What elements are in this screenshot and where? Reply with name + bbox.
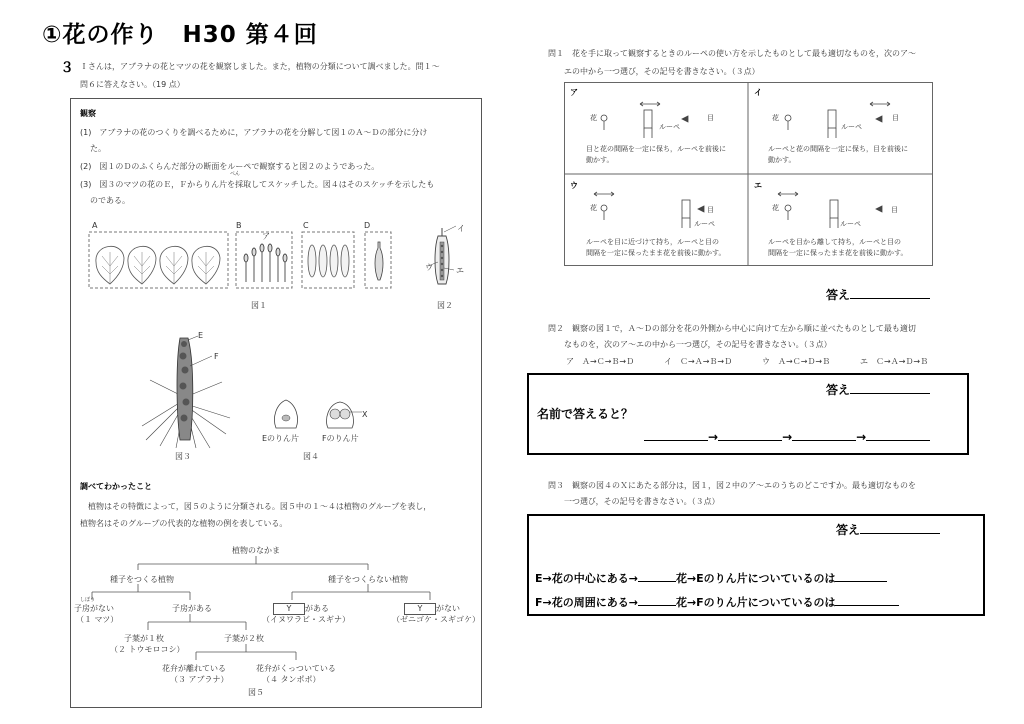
page-title: ①花の作り H30 第４回 [42,22,318,48]
fig5-free-petals: 花弁が離れている [162,664,226,673]
q1-i-eye-label: 目 [892,114,899,122]
fig5-seed-plants: 種子をつくる植物 [110,575,174,584]
figure-1-caption: 図１ [251,301,267,310]
fig5-monocot: 子葉が１枚 [124,634,164,643]
q1-a-loupe-label: ルーペ [659,123,680,131]
figure-3-caption: 図３ [175,452,191,461]
observation-item1-cont: た。 [90,144,106,153]
fig5-y-none-label: がない [436,604,460,613]
q3-f-blank-2[interactable] [835,595,899,606]
fig5-no-seed-plants: 種子をつくらない植物 [328,575,408,584]
figure-2-pistil-section [418,222,474,294]
question-intro-line2: 問６に答えなさい。（19 点） [80,80,185,89]
q3-answer [836,521,940,538]
q1-u-loupe-label: ルーペ [694,220,715,228]
fig5-free-petals-example: （３ アブラナ） [170,675,229,684]
q2-name-blank-2[interactable] [718,430,782,441]
q2-name-blanks [644,430,930,444]
fig2-label-i: イ [457,224,465,233]
ruby-shibo: しぼう [80,597,96,603]
q2-answer-blank[interactable] [850,382,930,394]
fig3-label-e: E [198,331,204,340]
q1-option-a-text1: 目と花の間隔を一定に保ち，ルーペを前後に [586,145,726,153]
figure-2-caption: 図２ [437,301,453,310]
q1-e-flower-label: 花 [772,204,779,212]
q2-arrow-1: → [708,430,719,444]
q2-choice-e: エ Ｃ→Ａ→Ｄ→Ｂ [860,357,929,366]
q1-i-flower-label: 花 [772,114,779,122]
q1-u-flower-label: 花 [590,204,597,212]
q3-f-line-start: F→花の周囲にある→ [535,596,638,609]
q1-answer [826,286,930,303]
q3-text-line2: 一つ選び，その記号を書きなさい。（３点） [564,497,720,506]
q1-option-i-text2: 動かす。 [768,156,796,164]
q1-text-line2: エの中から一つ選び，その記号を書きなさい。（３点） [564,67,760,76]
findings-line1: 植物はその特徴によって，図５のように分類される。図５中の１～４は植物のグループを表し， [88,502,432,511]
fig5-fused-petals: 花弁がくっついている [256,664,336,673]
q3-answer-label: 答え [836,523,861,537]
q1-i-loupe-label: ルーペ [841,123,862,131]
q1-option-e-mark: エ [754,181,762,190]
fig2-label-e: エ [456,266,464,275]
figure-4-scales [268,398,364,432]
fig5-no-ovary: 子房がない [74,604,114,613]
q1-option-i-text1: ルーペと花の間隔を一定に保ち，目を前後に [768,145,908,153]
observation-item1: (1) アブラナの花のつくりを調べるために，アブラナの花を分解して図１のＡ～Ｄの部分に分け [80,128,428,137]
q2-arrow-3: → [856,430,867,444]
q2-answer-label: 答え [826,383,851,397]
observation-heading: 観察 [80,109,96,118]
ruby-rinpen: ぺん [230,171,241,177]
question-intro-line1: Ｉさんは，アブラナの花とマツの花を観察しました。また，植物の分類について調べました。問１～ [80,62,440,71]
fig4-e-scale-label: Eのりん片 [262,434,300,443]
fig1-label-c: C [303,221,309,230]
question-number: ３ [60,60,74,76]
fig5-ovary: 子房がある [172,604,212,613]
observation-item2: (2) 図１のＤのふくらんだ部分の断面をルーペで観察すると図２のようであった。 [80,162,380,171]
q1-option-u-text2: 間隔を一定に保ったまま花を前後に動かす。 [586,249,726,257]
q1-a-flower-label: 花 [590,114,597,122]
q1-option-a-text2: 動かす。 [586,156,614,164]
q1-e-loupe-label: ルーペ [840,220,861,228]
q3-text-line1: 問３ 観察の図４のＸにあたる部分は，図１，図２中のア～エのうちのどこですか。最も適切なものを [548,481,916,490]
q2-choice-a: ア Ａ→Ｃ→Ｂ→Ｄ [566,357,635,366]
fig5-root: 植物のなかま [232,546,280,555]
fig1-label-b: B [236,221,242,230]
q3-e-blank-2[interactable] [835,571,887,582]
q3-e-line-start: E→花の中心にある→ [535,572,638,585]
fig5-y-box-2: Y [404,603,436,615]
fig1-label-a: A [92,221,98,230]
fig1-label-d: D [364,221,371,230]
q2-arrow-2: → [782,430,793,444]
q2-choice-u: ウ Ａ→Ｃ→Ｄ→Ｂ [762,357,831,366]
fig5-y-box-1: Y [273,603,305,615]
q3-e-blank-1[interactable] [638,571,676,582]
figure-3-pine-branch [136,330,236,450]
observation-item3-cont: のである。 [90,196,130,205]
fig5-y-has-example: （イヌワラビ・スギナ） [262,615,350,624]
fig3-label-f: F [214,352,219,361]
q1-option-u-text1: ルーペを目に近づけて持ち，ルーペと目の [586,238,719,246]
q2-choice-i: イ Ｃ→Ａ→Ｂ→Ｄ [664,357,733,366]
fig4-label-x: X [362,410,368,419]
figure-5-caption: 図５ [248,688,264,697]
q1-option-e-text1: ルーペを目から離して持ち，ルーペと目の [768,238,901,246]
fig2-label-u: ウ [425,263,433,272]
q2-text-line1: 問２ 観察の図１で，Ａ～Ｄの部分を花の外側から中心に向けて左から順に並べたものとして最も適切 [548,324,916,333]
q1-e-eye-label: 目 [891,206,898,214]
q1-option-u-mark: ウ [570,181,578,190]
q1-option-a-mark: ア [570,88,578,97]
q2-name-blank-1[interactable] [644,430,708,441]
q2-name-blank-4[interactable] [866,430,930,441]
q3-e-line-mid: 花→Eのりん片についているのは [675,572,836,585]
q2-name-blank-3[interactable] [792,430,856,441]
figure-4-caption: 図４ [303,452,319,461]
q3-f-line-mid: 花→Fのりん片についているのは [675,596,836,609]
findings-line2: 植物名はそのグループの代表的な植物の例を表している。 [80,519,288,528]
fig1-label-stamen: ア [262,232,270,241]
fig5-monocot-example: （２ トウモロコシ） [110,645,185,654]
fig5-y-none-example: （ゼニゴケ・スギゴケ） [392,615,480,624]
q2-text-line2: なものを，次のア～エの中から一つ選び，その記号を書きなさい。（３点） [564,340,832,349]
q3-e-line [535,570,887,586]
q3-f-blank-1[interactable] [638,595,676,606]
q1-answer-label: 答え [826,288,851,302]
q1-u-eye-label: 目 [707,206,714,214]
fig4-f-scale-label: Fのりん片 [322,434,359,443]
q2-name-prompt: 名前で答えると？ [537,407,634,421]
fig5-fused-petals-example: （４ タンポポ） [262,675,321,684]
q3-answer-blank[interactable] [860,522,940,534]
fig5-dicot: 子葉が２枚 [224,634,264,643]
q1-option-i-mark: イ [754,88,762,97]
q2-answer [826,381,930,398]
q3-f-line [535,594,899,610]
figure-1-flower-parts [88,230,398,292]
q1-option-e-text2: 間隔を一定に保ったまま花を前後に動かす。 [768,249,908,257]
q1-a-eye-label: 目 [707,114,714,122]
findings-heading: 調べてわかったこと [80,482,152,491]
q1-answer-blank[interactable] [850,287,930,299]
q1-text-line1: 問１ 花を手に取って観察するときのルーペの使い方を示したものとして最も適切なものを，次のア～ [548,49,916,58]
fig5-y-has-label: がある [305,604,329,613]
observation-item3: (3) 図３のマツの花のＥ，Ｆからりん片を採取してスケッチした。図４はそのスケッチを示したも [80,180,435,189]
fig5-no-ovary-example: （１ マツ） [76,615,119,624]
